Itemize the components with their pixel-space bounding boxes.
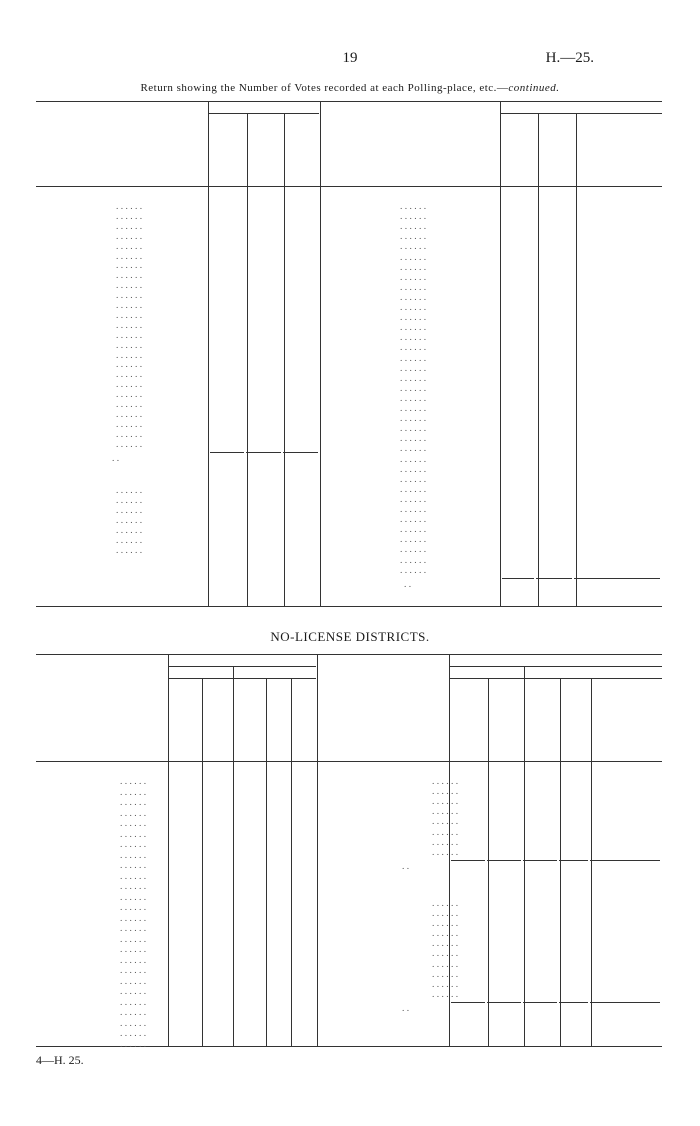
table-row — [36, 242, 320, 252]
table-row — [36, 440, 320, 450]
table-row — [324, 525, 662, 535]
leader-dots: . . . . . . — [116, 281, 143, 292]
rule-line — [36, 761, 662, 762]
table-row — [36, 400, 320, 410]
table-row — [324, 485, 662, 495]
rule-line — [451, 860, 485, 861]
leader-dots: . . . . . . — [400, 303, 427, 313]
leader-dots: . . . . . . — [116, 320, 143, 331]
table-row — [324, 273, 662, 283]
table-row — [36, 232, 320, 242]
table-row — [36, 1040, 317, 1050]
table-row — [36, 526, 320, 536]
table-row — [324, 434, 662, 444]
leader-dots: . . . . . . — [400, 212, 427, 223]
table-row — [36, 271, 320, 281]
leader-dots: . . . . . . — [116, 380, 143, 391]
table-row — [324, 222, 662, 232]
leader-dots: . . . . . . — [432, 807, 459, 818]
rule-line — [559, 860, 588, 861]
rule-line — [590, 1002, 660, 1003]
table-row — [324, 545, 662, 555]
table-row — [36, 1019, 317, 1029]
leader-dots: . . . . . . — [116, 486, 143, 497]
leader-dots: . . . . . . — [400, 292, 427, 303]
table-row — [324, 343, 662, 353]
leader-dots: . . . . . . — [116, 271, 143, 282]
table-row — [36, 977, 317, 987]
table-row — [324, 253, 662, 263]
leader-dots: . . . . . . — [400, 222, 427, 233]
table-row — [322, 817, 662, 827]
table-row — [36, 420, 320, 430]
table-row — [322, 990, 662, 1000]
table-row — [324, 313, 662, 323]
leader-dots: . . . . . . — [432, 989, 459, 1000]
table-row — [36, 291, 320, 301]
table-row — [36, 840, 317, 850]
column-header — [269, 684, 293, 754]
table-row — [324, 202, 662, 212]
rule-line — [283, 452, 318, 453]
column-header — [530, 684, 554, 754]
rule-line — [590, 860, 660, 861]
leader-dots: . . . . . . — [116, 439, 143, 450]
totals-row — [324, 580, 662, 590]
leader-dots: . . . . . . — [120, 924, 147, 934]
table-row — [322, 777, 662, 787]
leader-dots: . . . . . . — [120, 997, 147, 1008]
rule-line — [449, 666, 662, 667]
leader-dots: . . . . . . — [116, 506, 143, 517]
table-row — [322, 949, 662, 959]
table-row — [324, 333, 662, 343]
leader-dots: . . . . . . — [116, 310, 143, 321]
leader-dots: . . . . . . — [116, 202, 143, 212]
table-row — [36, 945, 317, 955]
table-row — [324, 424, 662, 434]
leader-dots: . . . . . . — [400, 545, 427, 556]
table-row — [36, 321, 320, 331]
table-row — [36, 998, 317, 1008]
table-row — [324, 263, 662, 273]
table-row — [36, 486, 320, 496]
rule-line — [449, 678, 662, 679]
leader-dots: . . . . . . — [432, 959, 459, 970]
table-row — [36, 893, 317, 903]
table-row — [322, 980, 662, 990]
table-row — [324, 535, 662, 545]
rule-line — [210, 452, 244, 453]
table-row — [322, 960, 662, 970]
leader-dots: . . . . . . — [400, 515, 427, 526]
leader-dots: . . . . . . — [116, 545, 143, 556]
table-row — [36, 331, 320, 341]
leader-dots: . . . . . . — [116, 400, 143, 410]
leader-dots: . . — [404, 579, 412, 590]
rule-line — [574, 578, 660, 579]
table-row — [322, 848, 662, 858]
leader-dots: . . . . . . — [116, 360, 143, 371]
return-title-continued: continued. — [508, 82, 560, 94]
leader-dots: . . . . . . — [400, 484, 427, 495]
column-header — [494, 684, 518, 754]
leader-dots: . . . . . . — [116, 211, 143, 222]
leader-dots: . . . . . . — [400, 474, 427, 485]
leader-dots: . . . . . . — [400, 424, 427, 435]
table-row — [36, 261, 320, 271]
table-row — [36, 380, 320, 390]
rule-line — [168, 678, 316, 679]
leader-dots: . . . . . . — [116, 251, 143, 262]
table-row — [36, 506, 320, 516]
leader-dots: . . . . . . — [116, 350, 143, 361]
table-row — [322, 919, 662, 929]
rule-line — [500, 101, 501, 113]
table-row — [324, 364, 662, 374]
leader-dots: . . . . . . — [400, 353, 427, 364]
leader-dots: . . . . . . — [116, 390, 143, 401]
leader-dots: . . . . . . — [120, 955, 147, 966]
leader-dots: . . . . . . — [432, 898, 459, 909]
leader-dots: . . . . . . — [120, 819, 147, 829]
table-row — [322, 807, 662, 817]
leader-dots: . . . . . . — [116, 516, 143, 527]
footer-reference: 4—H. 25. — [36, 1053, 84, 1067]
table-row — [324, 556, 662, 566]
table-row — [36, 819, 317, 829]
leader-dots: . . . . . . — [120, 808, 147, 819]
table-row — [36, 830, 317, 840]
rule-line — [523, 1002, 557, 1003]
table-row — [324, 475, 662, 485]
rule-line — [208, 113, 319, 114]
leader-dots: . . . . . . — [400, 444, 427, 455]
table-row — [322, 970, 662, 980]
leader-dots: . . . . . . — [120, 871, 147, 882]
table-row — [324, 566, 662, 576]
column-header — [251, 119, 277, 181]
table-row — [324, 384, 662, 394]
table-row — [36, 351, 320, 361]
table-row — [322, 929, 662, 939]
table-row — [324, 515, 662, 525]
leader-dots: . . . . . . — [120, 966, 147, 976]
column-header — [214, 119, 240, 181]
totals-row — [36, 454, 320, 464]
column-header — [544, 119, 570, 181]
table-row — [322, 797, 662, 807]
column-header — [289, 119, 315, 181]
leader-dots: . . . . . . — [432, 797, 459, 808]
table-row — [36, 1029, 317, 1039]
table-row — [36, 360, 320, 370]
leader-dots: . . . . . . — [120, 861, 147, 871]
table-row — [322, 838, 662, 848]
rule-line — [559, 1002, 588, 1003]
table-row — [324, 505, 662, 515]
leader-dots: . . . . . . — [400, 333, 427, 344]
column-header — [582, 119, 608, 181]
table-row — [36, 281, 320, 291]
table-row — [36, 202, 320, 212]
leader-dots: . . . . . . — [400, 565, 427, 576]
leader-dots: . . . . . . — [120, 1018, 147, 1029]
table-row — [324, 323, 662, 333]
rule-line — [36, 186, 662, 187]
table-row — [36, 301, 320, 311]
no-license-title: NO-LICENSE DISTRICTS. — [270, 629, 430, 644]
column-header — [238, 684, 262, 754]
table-row — [36, 1008, 317, 1018]
table-row — [324, 465, 662, 475]
leader-dots: . . . . . . — [400, 434, 427, 445]
table-row — [322, 899, 662, 909]
leader-dots: . . . . . . — [400, 404, 427, 414]
table-row — [36, 212, 320, 222]
table-row — [36, 956, 317, 966]
leader-dots: . . . . . . — [432, 909, 459, 919]
column-header — [206, 684, 230, 754]
rule-line — [320, 101, 321, 606]
totals-row — [322, 1004, 662, 1014]
leader-dots: . . . . . . — [120, 892, 147, 903]
leader-dots: . . . . . . — [120, 787, 147, 798]
leader-dots: . . . . . . — [120, 903, 147, 913]
leader-dots: . . . . . . — [432, 949, 459, 960]
leader-dots: . . . . . . — [116, 221, 143, 232]
return-title — [0, 82, 700, 94]
rule-line — [487, 860, 521, 861]
table-row — [324, 374, 662, 384]
table-row — [324, 414, 662, 424]
page-number: 19 — [342, 50, 358, 66]
leader-dots: . . . . . . — [400, 282, 427, 293]
table-row — [36, 546, 320, 556]
leader-dots: . . . . . . — [120, 976, 147, 987]
rule-line — [36, 654, 662, 655]
table-row — [36, 924, 317, 934]
leader-dots: . . . . . . — [120, 882, 147, 892]
totals-row — [322, 862, 662, 872]
table-row — [324, 394, 662, 404]
leader-dots: . . . . . . — [400, 323, 427, 334]
table-row — [324, 232, 662, 242]
rule-line — [168, 666, 316, 667]
table-row — [324, 404, 662, 414]
leader-dots: . . . . . . — [432, 827, 459, 838]
table-row — [324, 212, 662, 222]
leader-dots: . . . . . . — [116, 301, 143, 311]
table-row — [36, 390, 320, 400]
leader-dots: . . . . . . — [400, 383, 427, 394]
leader-dots: . . . . . . — [120, 987, 147, 997]
column-header — [596, 684, 620, 754]
leader-dots: . . . . . . — [116, 330, 143, 341]
rule-line — [536, 578, 572, 579]
leader-dots: . . . . . . — [120, 1029, 147, 1039]
rule-line — [500, 113, 662, 114]
table-row — [36, 788, 317, 798]
rule-line — [246, 452, 281, 453]
page-reference: H.—25. — [545, 50, 594, 66]
leader-dots: . . . . . . — [116, 261, 143, 272]
leader-dots: . . . . . . — [120, 945, 147, 955]
table-row — [324, 495, 662, 505]
table-row — [36, 851, 317, 861]
leader-dots: . . . . . . — [432, 837, 459, 848]
leader-dots: . . — [402, 861, 410, 872]
column-header — [565, 684, 589, 754]
rule-line — [36, 101, 662, 102]
leader-dots: . . . . . . — [116, 496, 143, 507]
column-header — [506, 119, 532, 181]
table-row — [322, 909, 662, 919]
leader-dots: . . — [112, 453, 120, 464]
table-row — [36, 882, 317, 892]
table-row — [36, 370, 320, 380]
leader-dots: . . . . . . — [400, 373, 427, 384]
leader-dots: . . . . . . — [400, 414, 427, 425]
leader-dots: . . . . . . — [432, 919, 459, 930]
leader-dots: . . . . . . — [120, 934, 147, 945]
table-row — [36, 222, 320, 232]
leader-dots: . . . . . . — [116, 231, 143, 242]
rule-line — [523, 860, 557, 861]
table-row — [36, 777, 317, 787]
leader-dots: . . . . . . — [120, 1039, 147, 1050]
rule-line — [451, 1002, 485, 1003]
leader-dots: . . . . . . — [400, 494, 427, 505]
rule-line — [487, 1002, 521, 1003]
rule-line — [208, 101, 209, 113]
table-row — [324, 242, 662, 252]
table-row — [322, 828, 662, 838]
leader-dots: . . . . . . — [432, 817, 459, 828]
leader-dots: . . . . . . — [400, 252, 427, 263]
leader-dots: . . . . . . — [400, 363, 427, 374]
leader-dots: . . . . . . — [432, 777, 459, 787]
table-row — [36, 903, 317, 913]
leader-dots: . . . . . . — [116, 291, 143, 302]
table-row — [36, 430, 320, 440]
leader-dots: . . . . . . — [400, 262, 427, 273]
table-row — [36, 966, 317, 976]
table-row — [322, 939, 662, 949]
table-row — [36, 536, 320, 546]
leader-dots: . . . . . . — [120, 840, 147, 850]
table-row — [36, 341, 320, 351]
leader-dots: . . . . . . — [400, 464, 427, 475]
leader-dots: . . . . . . — [400, 232, 427, 243]
leader-dots: . . . . . . — [400, 505, 427, 515]
leader-dots: . . . . . . — [400, 535, 427, 546]
column-header — [173, 684, 197, 754]
leader-dots: . . . . . . — [116, 535, 143, 546]
return-title-text: Return showing the Number of Votes recorded at each Polling-place, etc.— — [140, 82, 509, 94]
leader-dots: . . . . . . — [432, 979, 459, 990]
leader-dots: . . . . . . — [120, 829, 147, 840]
table-row — [36, 935, 317, 945]
leader-dots: . . . . . . — [400, 272, 427, 283]
leader-dots: . . . . . . — [116, 409, 143, 420]
table-row — [324, 444, 662, 454]
leader-dots: . . . . . . — [432, 939, 459, 950]
rule-line — [502, 578, 534, 579]
table-row — [36, 809, 317, 819]
table-row — [324, 303, 662, 313]
table-row — [36, 496, 320, 506]
leader-dots: . . . . . . — [116, 241, 143, 252]
table-row — [36, 410, 320, 420]
leader-dots: . . . . . . — [400, 555, 427, 566]
leader-dots: . . . . . . — [400, 242, 427, 253]
column-header — [295, 684, 319, 754]
leader-dots: . . . . . . — [432, 929, 459, 940]
leader-dots: . . . . . . — [120, 913, 147, 924]
leader-dots: . . . . . . — [400, 313, 427, 324]
leader-dots: . . . . . . — [432, 969, 459, 980]
leader-dots: . . . . . . — [116, 429, 143, 440]
leader-dots: . . . . . . — [116, 419, 143, 430]
table-row — [36, 798, 317, 808]
rule-line — [36, 606, 662, 607]
leader-dots: . . . . . . — [400, 525, 427, 536]
table-row — [36, 872, 317, 882]
leader-dots: . . . . . . — [400, 454, 427, 465]
leader-dots: . . . . . . — [120, 777, 147, 787]
table-row — [322, 787, 662, 797]
table-row — [36, 914, 317, 924]
leader-dots: . . . . . . — [120, 798, 147, 808]
table-row — [36, 987, 317, 997]
leader-dots: . . . . . . — [116, 340, 143, 351]
table-row — [324, 283, 662, 293]
leader-dots: . . . . . . — [400, 343, 427, 354]
leader-dots: . . . . . . — [400, 202, 427, 212]
column-header — [458, 684, 482, 754]
table-row — [36, 311, 320, 321]
leader-dots: . . . . . . — [116, 526, 143, 536]
leader-dots: . . . . . . — [120, 850, 147, 861]
leader-dots: . . . . . . — [432, 787, 459, 798]
table-row — [324, 293, 662, 303]
leader-dots: . . . . . . — [120, 1008, 147, 1018]
table-row — [36, 252, 320, 262]
table-row — [36, 516, 320, 526]
leader-dots: . . — [402, 1003, 410, 1014]
table-row — [324, 354, 662, 364]
leader-dots: . . . . . . — [400, 393, 427, 404]
table-row — [36, 861, 317, 871]
table-row — [324, 455, 662, 465]
leader-dots: . . . . . . — [432, 847, 459, 858]
leader-dots: . . . . . . — [116, 370, 143, 381]
